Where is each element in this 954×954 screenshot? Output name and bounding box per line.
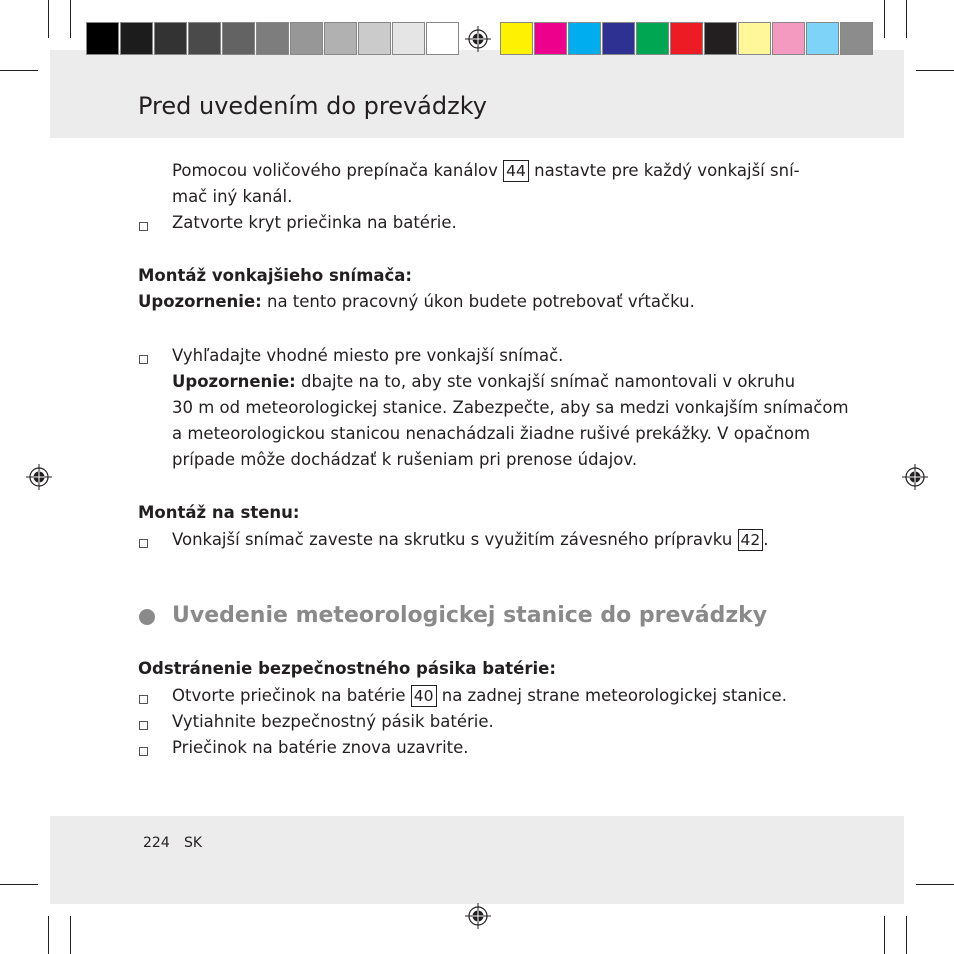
list-item-note xyxy=(172,369,795,395)
text-run: Otvorte priečinok na batérie xyxy=(172,686,411,705)
list-item: Vytiahnite bezpečnostný pásik batérie. xyxy=(172,712,494,731)
process-color-bar xyxy=(500,22,874,55)
reference-number-box: 44 xyxy=(503,160,529,182)
color-swatch xyxy=(392,22,425,55)
subheading-wall-mount: Montáž na stenu: xyxy=(138,503,300,522)
paragraph-channel-line2: mač iný kanál. xyxy=(172,187,293,206)
note-text: na tento pracovný úkon budete potrebovať vŕtačku. xyxy=(261,292,695,311)
checkbox-bullet-icon xyxy=(139,539,148,548)
text-run: . xyxy=(763,530,769,549)
color-swatch xyxy=(670,22,703,55)
color-swatch xyxy=(256,22,289,55)
color-swatch xyxy=(154,22,187,55)
text-run: Pomocou voličového prepínača kanálov xyxy=(172,161,504,180)
crop-mark xyxy=(906,916,907,954)
color-swatch xyxy=(568,22,601,55)
list-item-note-line: prípade môže dochádzať k rušeniam pri prenose údajov. xyxy=(172,450,638,469)
subheading-battery-strip: Odstránenie bezpečnostného pásika batérie: xyxy=(138,659,556,678)
color-swatch xyxy=(222,22,255,55)
color-swatch xyxy=(772,22,805,55)
list-item-note-line: a meteorologickou stanicou nenachádzali žiadne rušivé prekážky. V opačnom xyxy=(172,424,811,443)
color-swatch xyxy=(704,22,737,55)
crop-mark xyxy=(884,916,885,954)
registration-mark-icon xyxy=(465,26,491,52)
color-swatch xyxy=(290,22,323,55)
color-swatch xyxy=(120,22,153,55)
list-item-note-line: 30 m od meteorologickej stanice. Zabezpečte, aby sa medzi vonkajším snímačom xyxy=(172,398,849,417)
note-text: dbajte na to, aby ste vonkajší snímač namontovali v okruhu xyxy=(295,372,796,391)
paragraph-channel-line1 xyxy=(172,158,800,184)
crop-mark xyxy=(48,0,49,38)
note-line xyxy=(138,289,695,315)
reference-number-box: 40 xyxy=(411,685,437,707)
list-item: Vyhľadajte vhodné miesto pre vonkajší snímač. xyxy=(172,346,564,365)
color-swatch xyxy=(86,22,119,55)
page-title: Pred uvedením do prevádzky xyxy=(138,92,487,120)
checkbox-bullet-icon xyxy=(139,222,148,231)
checkbox-bullet-icon xyxy=(139,747,148,756)
color-swatch xyxy=(358,22,391,55)
crop-mark xyxy=(48,916,49,954)
color-swatch xyxy=(636,22,669,55)
checkbox-bullet-icon xyxy=(139,721,148,730)
page-number: 224 xyxy=(143,835,170,851)
crop-mark xyxy=(884,0,885,38)
color-swatch xyxy=(426,22,459,55)
text-run: Vonkajší snímač zaveste na skrutku s využitím závesného prípravku xyxy=(172,530,738,549)
list-item xyxy=(172,527,769,553)
subheading-mount-outdoor: Montáž vonkajšieho snímača: xyxy=(138,266,413,285)
color-swatch xyxy=(188,22,221,55)
color-swatch xyxy=(840,22,873,55)
registration-mark-icon xyxy=(902,464,928,490)
text-run: nastavte pre každý vonkajší sní- xyxy=(528,161,800,180)
color-swatch xyxy=(324,22,357,55)
language-code: SK xyxy=(184,835,203,851)
note-label: Upozornenie: xyxy=(172,372,296,391)
list-item: Priečinok na batérie znova uzavrite. xyxy=(172,738,469,757)
checkbox-bullet-icon xyxy=(139,695,148,704)
checkbox-bullet-icon xyxy=(139,355,148,364)
crop-mark xyxy=(70,0,71,38)
color-swatch xyxy=(806,22,839,55)
color-swatch xyxy=(602,22,635,55)
reference-number-box: 42 xyxy=(738,529,764,551)
crop-mark xyxy=(916,884,954,885)
list-item xyxy=(172,683,787,709)
note-label: Upozornenie: xyxy=(138,292,262,311)
footer-band xyxy=(50,816,904,904)
text-run: na zadnej strane meteorologickej stanice. xyxy=(436,686,787,705)
list-item: Zatvorte kryt priečinka na batérie. xyxy=(172,213,457,232)
crop-mark xyxy=(916,70,954,71)
registration-mark-icon xyxy=(26,464,52,490)
grayscale-color-bar xyxy=(86,22,460,55)
color-swatch xyxy=(500,22,533,55)
crop-mark xyxy=(70,916,71,954)
color-swatch xyxy=(738,22,771,55)
crop-mark xyxy=(0,884,38,885)
section-bullet-icon xyxy=(139,609,155,625)
section-heading: Uvedenie meteorologickej stanice do prevádzky xyxy=(172,603,768,628)
crop-mark xyxy=(906,0,907,38)
color-swatch xyxy=(534,22,567,55)
registration-mark-icon xyxy=(465,903,491,929)
crop-mark xyxy=(0,70,38,71)
